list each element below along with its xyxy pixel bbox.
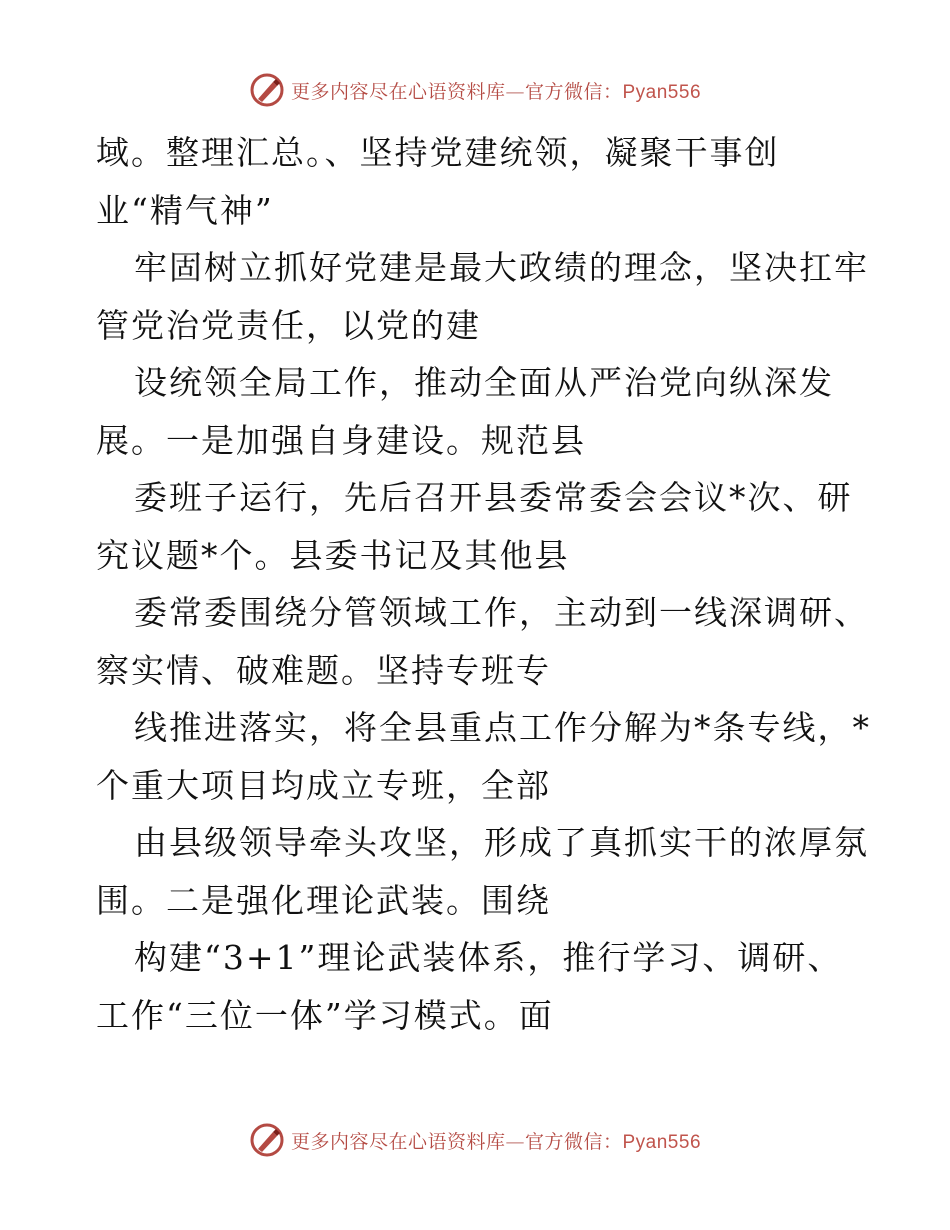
pen-logo-icon (249, 72, 285, 108)
header-banner (0, 70, 950, 110)
text-line: 构建“3+1”理论武装体系，推行学习、调研、 (134, 938, 843, 977)
document-body (96, 124, 876, 1044)
text-line: 究议题*个。县委书记及其他县 (96, 535, 570, 575)
header-text: 更多内容尽在心语资料库—官方微信：Pyan556 (290, 80, 702, 103)
text-line: 委常委围绕分管领域工作，主动到一线深调研、 (134, 593, 869, 632)
footer-banner (0, 1120, 950, 1160)
footer-text: 更多内容尽在心语资料库—官方微信：Pyan556 (290, 1130, 702, 1153)
text-line: 域。整理汇总。、坚持党建统领，凝聚干事创 (96, 133, 780, 172)
text-line: 设统领全局工作，推动全面从严治党向纵深发 (134, 363, 834, 402)
text-line: 委班子运行，先后召开县委常委会会议*次、研 (134, 478, 853, 517)
text-line: 工作“三位一体”学习模式。面 (96, 995, 554, 1035)
text-line: 线推进落实，将全县重点工作分解为*条专线，* (134, 708, 871, 747)
text-line: 牢固树立抓好党建是最大政绩的理念，坚决扛牢 (134, 248, 869, 287)
text-line: 个重大项目均成立专班，全部 (96, 765, 551, 805)
text-line: 业“精气神” (96, 190, 274, 230)
text-line: 展。一是加强自身建设。规范县 (96, 420, 586, 460)
text-line: 围。二是强化理论武装。围绕 (96, 880, 551, 920)
text-line: 由县级领导牵头攻坚，形成了真抓实干的浓厚氛 (134, 823, 869, 862)
pen-logo-icon (249, 1122, 285, 1158)
text-line: 管党治党责任，以党的建 (96, 305, 481, 345)
text-line: 察实情、破难题。坚持专班专 (96, 650, 551, 690)
